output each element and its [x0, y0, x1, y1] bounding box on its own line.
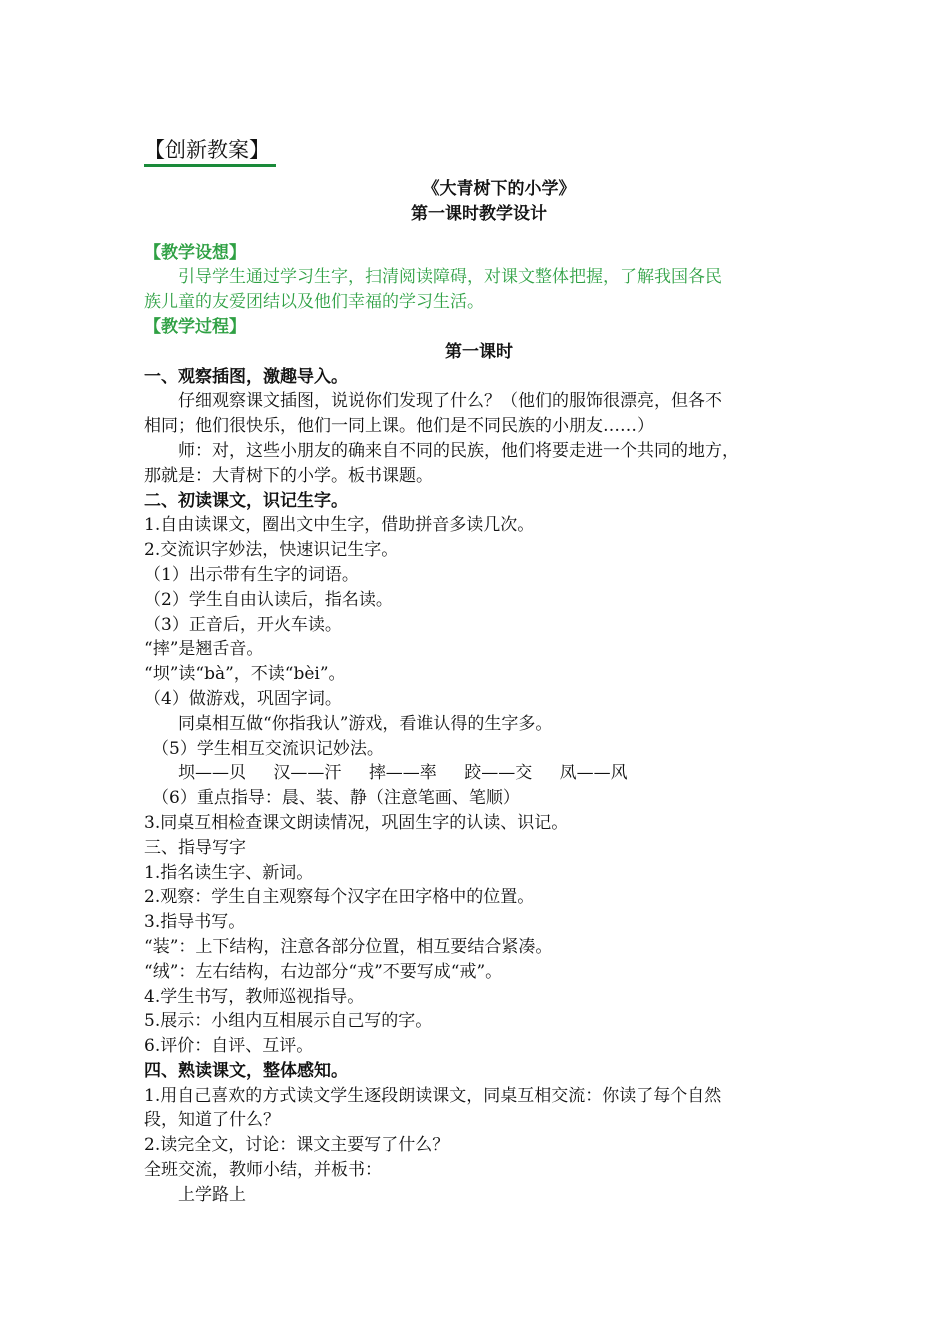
section2-game: 同桌相互做“你指我认”游戏，看谁认得的生字多。: [178, 713, 553, 734]
section1-heading: 一、观察插图，激趣导入。: [144, 366, 348, 387]
design-text-line1: 引导学生通过学习生字，扫清阅读障碍，对课文整体把握，了解我国各民: [178, 267, 722, 288]
section4-item1-line1: 1.用自己喜欢的方式读文学生逐段朗读课文，同桌互相交流：你读了每个自然: [144, 1085, 722, 1106]
process-heading: 【教学过程】: [144, 316, 246, 337]
section1-paragraph2-line1: 师：对，这些小朋友的确来自不同的民族，他们将要走进一个共同的地方，: [178, 440, 739, 461]
section4-item2: 2.读完全文，讨论：课文主要写了什么？: [144, 1135, 450, 1156]
lesson-label: 第一课时: [445, 341, 513, 362]
design-heading: 【教学设想】: [144, 242, 246, 263]
section3-item2: 2.观察：学生自主观察每个汉字在田字格中的位置。: [144, 887, 535, 908]
character-pair: 跤——交: [464, 763, 533, 784]
character-pairs: [144, 761, 814, 786]
section3-item3: 3.指导书写。: [144, 912, 246, 933]
title-block: [144, 177, 814, 227]
document-subtitle: 第一课时教学设计: [411, 203, 547, 224]
section2-item3: 3.同桌互相检查课文朗读情况，巩固生字的认读、识记。: [144, 812, 569, 833]
design-text-line2: 族儿童的友爱团结以及他们幸福的学习生活。: [144, 292, 484, 313]
section1-paragraph1-line1: 仔细观察课文插图，说说你们发现了什么？（他们的服饰很漂亮，但各不: [178, 391, 722, 412]
section3-note1: “装”：上下结构，注意各部分位置，相互要结合紧凑。: [144, 936, 553, 957]
section2-sub6: （6）重点指导：晨、装、静（注意笔画、笔顺）: [152, 788, 520, 809]
section3-heading: 三、指导写字: [144, 837, 246, 858]
document-title: 《大青树下的小学》: [422, 179, 576, 199]
header-tag: 【创新教案】: [144, 136, 276, 167]
board-writing: 上学路上: [178, 1184, 246, 1205]
character-pair: 凤——风: [559, 763, 628, 784]
section2-sub5: （5）学生相互交流识记妙法。: [152, 738, 384, 759]
section2-sub2: （2）学生自由认读后，指名读。: [144, 589, 393, 610]
section4-item1-line2: 段，知道了什么？: [144, 1110, 280, 1131]
section3-item5: 5.展示：小组内互相展示自己写的字。: [144, 1011, 433, 1032]
character-pair: 坝——贝: [178, 763, 246, 784]
section3-item1: 1.指名读生字、新词。: [144, 862, 314, 883]
section2-item1: 1.自由读课文，圈出文中生字，借助拼音多读几次。: [144, 515, 535, 536]
section2-note2: “坝”读“bà”，不读“bèi”。: [144, 664, 346, 685]
section1-paragraph2-line2: 那就是：大青树下的小学。板书课题。: [144, 465, 433, 486]
section3-item6: 6.评价：自评、互评。: [144, 1036, 314, 1057]
section2-sub4: （4）做游戏，巩固字词。: [144, 688, 342, 709]
section3-note2: “绒”：左右结构，右边部分“戎”不要写成“戒”。: [144, 961, 503, 982]
section2-sub3: （3）正音后，开火车读。: [144, 614, 342, 635]
section4-heading: 四、熟读课文，整体感知。: [144, 1060, 348, 1081]
section2-item2: 2.交流识字妙法，快速识记生字。: [144, 540, 399, 561]
document-body: [144, 136, 814, 1208]
section1-paragraph1-line2: 相同；他们很快乐，他们一同上课。他们是不同民族的小朋友……）: [144, 416, 654, 437]
section3-item4: 4.学生书写，教师巡视指导。: [144, 986, 365, 1007]
section4-summary: 全班交流，教师小结，并板书：: [144, 1160, 382, 1181]
character-pair: 汉——汗: [273, 763, 342, 784]
section2-note1: “摔”是翘舌音。: [144, 639, 264, 660]
section2-sub1: （1）出示带有生字的词语。: [144, 564, 359, 585]
character-pair: 摔——率: [368, 763, 437, 784]
section2-heading: 二、初读课文，识记生字。: [144, 490, 348, 511]
